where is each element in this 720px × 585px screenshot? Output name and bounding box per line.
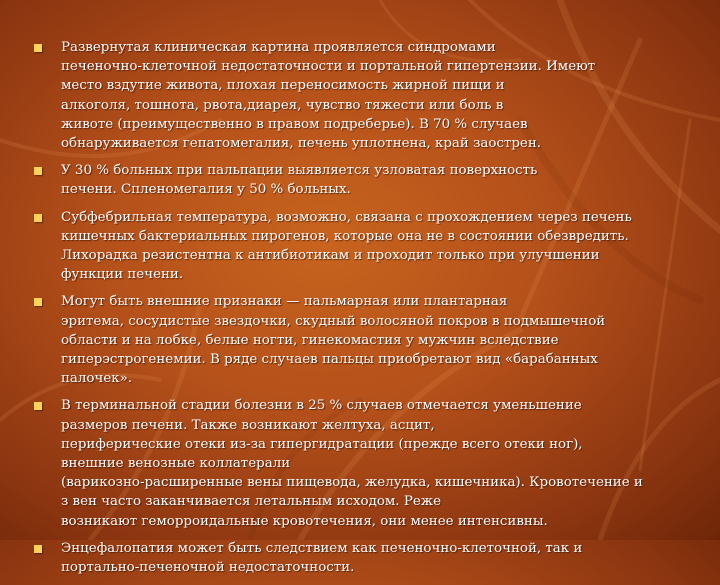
text-line: внешние венозные коллатерали <box>61 456 291 472</box>
text-line: обнаруживается гепатомегалия, печень уплотнена, край заострен. <box>61 136 542 152</box>
text-line: палочек». <box>61 371 133 387</box>
text-line: портально-печеночной недостаточности. <box>61 560 355 576</box>
text-line: Субфебрильная температура, возможно, связана с прохождением через печень <box>61 209 632 225</box>
text-line: эритема, сосудистые звездочки, скудный волосяной покров в подмышечной <box>61 313 606 329</box>
bullet-item-temperature <box>34 208 684 285</box>
text-line: размеров печени. Также возникают желтуха, асцит, <box>61 417 435 433</box>
text-line: (варикозно-расширенные вены пищевода, желудка, кишечника). Кровотечение и <box>61 475 643 491</box>
text-line: Развернутая клиническая картина проявляется синдромами <box>61 40 496 55</box>
text-line: алкоголя, тошнота, рвота,диарея, чувство тяжести или боль в <box>61 97 504 113</box>
text-line: з вен часто заканчивается летальным исходом. Реже <box>61 494 441 510</box>
text-line: Энцефалопатия может быть следствием как печеночно-клеточной, так и <box>61 540 583 556</box>
bullet-item-terminal-stage <box>34 396 684 530</box>
text-line: место вздутие живота, плохая переносимость жирной пищи и <box>61 78 505 94</box>
text-line: печени. Спленомегалия у 50 % больных. <box>61 182 351 198</box>
text-line: животе (преимущественно в правом подреберье). В 70 % случаев <box>61 116 528 132</box>
square-bullet-icon <box>34 402 42 410</box>
bullet-list <box>34 38 684 577</box>
bullet-item-palpation <box>34 161 684 199</box>
square-bullet-icon <box>34 298 42 306</box>
text-line: У 30 % больных при пальпации выявляется узловатая поверхность <box>61 163 538 179</box>
square-bullet-icon <box>34 214 42 222</box>
square-bullet-icon <box>34 44 42 52</box>
text-line: кишечных бактериальных пирогенов, которые она не в состоянии обезвредить. <box>61 228 629 244</box>
slide-content <box>34 38 684 585</box>
bullet-item-external-signs <box>34 292 684 388</box>
bullet-item-encephalopathy <box>34 539 684 577</box>
square-bullet-icon <box>34 167 42 175</box>
text-line: периферические отеки из-за гипергидратации (прежде всего отеки ног), <box>61 436 583 452</box>
bullet-item-clinical-picture <box>34 38 684 153</box>
text-line: возникают геморроидальные кровотечения, они менее интенсивны. <box>61 513 548 529</box>
text-line: В терминальной стадии болезни в 25 % случаев отмечается уменьшение <box>61 398 582 414</box>
text-line: печеночно-клеточной недостаточности и портальной гипертензии. Имеют <box>61 59 596 75</box>
text-line: Могут быть внешние признаки — пальмарная или плантарная <box>61 294 508 310</box>
text-line: области и на лобке, белые ногти, гинекомастия у мужчин вследствие <box>61 332 559 348</box>
text-line: гиперэстрогенемии. В ряде случаев пальцы приобретают вид «барабанных <box>61 352 598 368</box>
text-line: функции печени. <box>61 267 184 283</box>
text-line: Лихорадка резистентна к антибиотикам и проходит только при улучшении <box>61 248 600 264</box>
square-bullet-icon <box>34 545 42 553</box>
